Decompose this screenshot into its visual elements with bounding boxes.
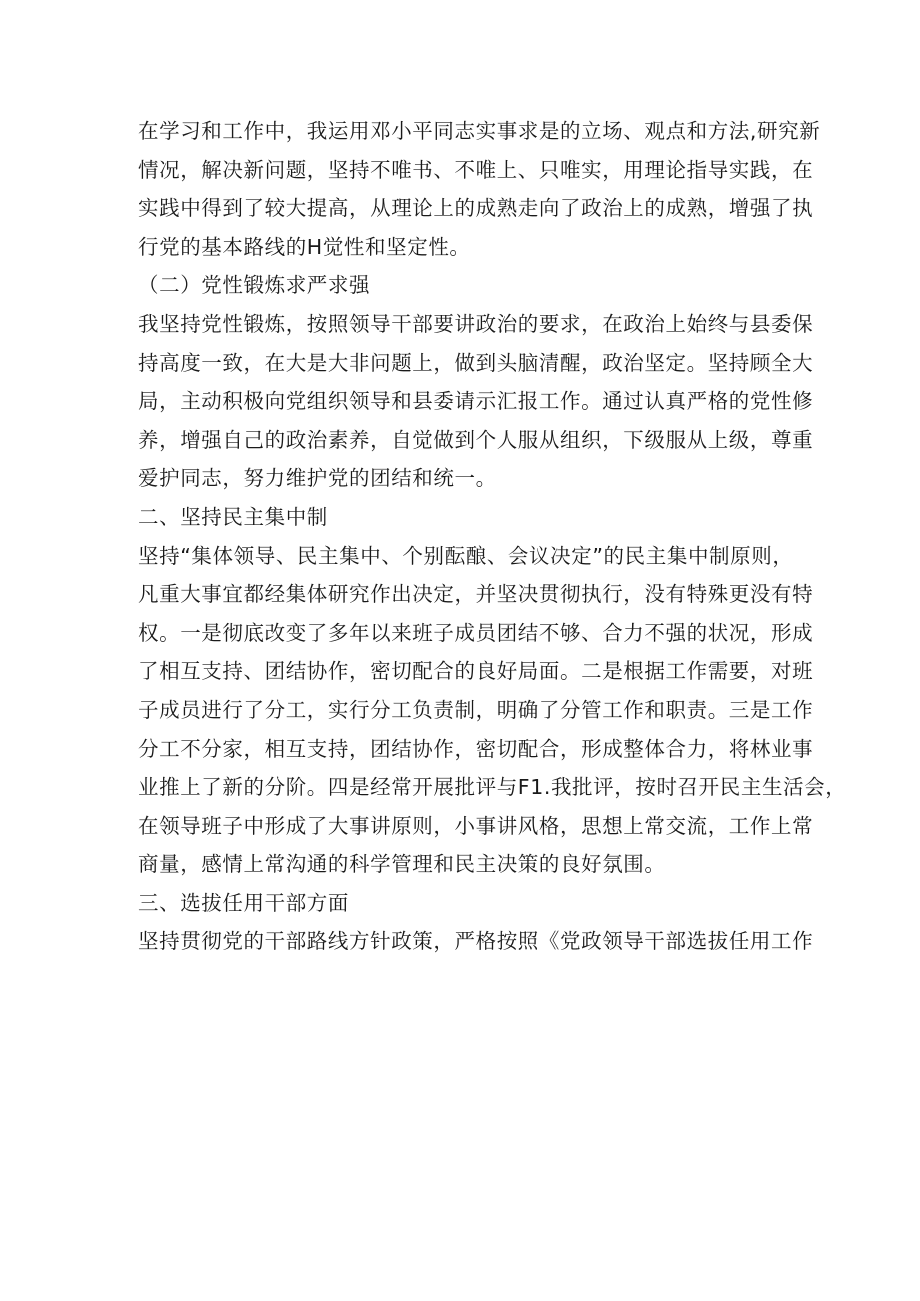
- text-line: 在学习和工作中，我运用邓小平同志实事求是的立场、观点和方法,研究新: [138, 119, 821, 143]
- text-line: 坚持“集体领导、民主集中、个别酝酿、会议决定”的民主集中制原则，: [138, 543, 794, 568]
- text-line: 持高度一致，在大是大非问题上，做到头脑清醒，政治坚定。坚持顾全大: [138, 350, 814, 375]
- text-line: 养，增强自己的政治素养，自觉做到个人服从组织，下级服从上级，尊重: [138, 427, 814, 452]
- text-line: 坚持贯彻党的干部路线方针政策，严格按照《党政领导干部选拔任用工作: [138, 929, 814, 954]
- text-line: 我坚持党性锻炼，按照领导干部要讲政治的要求，在政治上始终与县委保: [138, 311, 814, 336]
- text-line: 子成员进行了分工，实行分工负责制，明确了分管工作和职责。三是工作: [138, 697, 814, 722]
- text-line: 爱护同志，努力维护党的团结和统一。: [138, 466, 497, 491]
- paragraph-study-work: [138, 112, 821, 266]
- section-heading-party-discipline: （二）党性锻炼求严求强: [138, 273, 371, 298]
- section-heading-democratic-centralism: 二、坚持民主集中制: [138, 504, 328, 529]
- text-line: 行党的基本路线的H觉性和坚定性。: [138, 234, 471, 259]
- text-line: 分工不分家，相互支持，团结协作，密切配合，形成整体合力，将林业事: [138, 736, 814, 761]
- section-heading-cadre-selection: 三、选拔任用干部方面: [138, 890, 349, 915]
- text-line: 实践中得到了较大提高，从理论上的成熟走向了政治上的成熟，增强了执: [138, 196, 814, 221]
- text-line: 了相互支持、团结协作，密切配合的良好局面。二是根据工作需要，对班: [138, 659, 814, 684]
- text-line: 局，主动积极向党组织领导和县委请示汇报工作。通过认真严格的党性修: [138, 389, 814, 414]
- text-line: 权。一是彻底改变了多年以来班子成员团结不够、合力不强的状况，形成: [138, 620, 814, 645]
- document-page: [138, 112, 847, 961]
- paragraph-democratic-centralism: [138, 537, 847, 884]
- paragraph-cadre-selection: [138, 922, 814, 961]
- text-line: 情况，解决新问题，坚持不唯书、不唯上、只唯实，用理论指导实践，在: [138, 157, 814, 182]
- text-line: 商量，感情上常沟通的科学管理和民主决策的良好氛围。: [138, 852, 666, 877]
- text-line: 凡重大事宜都经集体研究作出决定，并坚决贯彻执行，没有特殊更没有特: [138, 582, 814, 607]
- text-line: 业推上了新的分阶。四是经常开展批评与F1.我批评，按时召开民主生活会，: [138, 775, 847, 800]
- paragraph-party-discipline: [138, 305, 814, 498]
- text-line: 在领导班子中形成了大事讲原则，小事讲风格，思想上常交流，工作上常: [138, 813, 814, 838]
